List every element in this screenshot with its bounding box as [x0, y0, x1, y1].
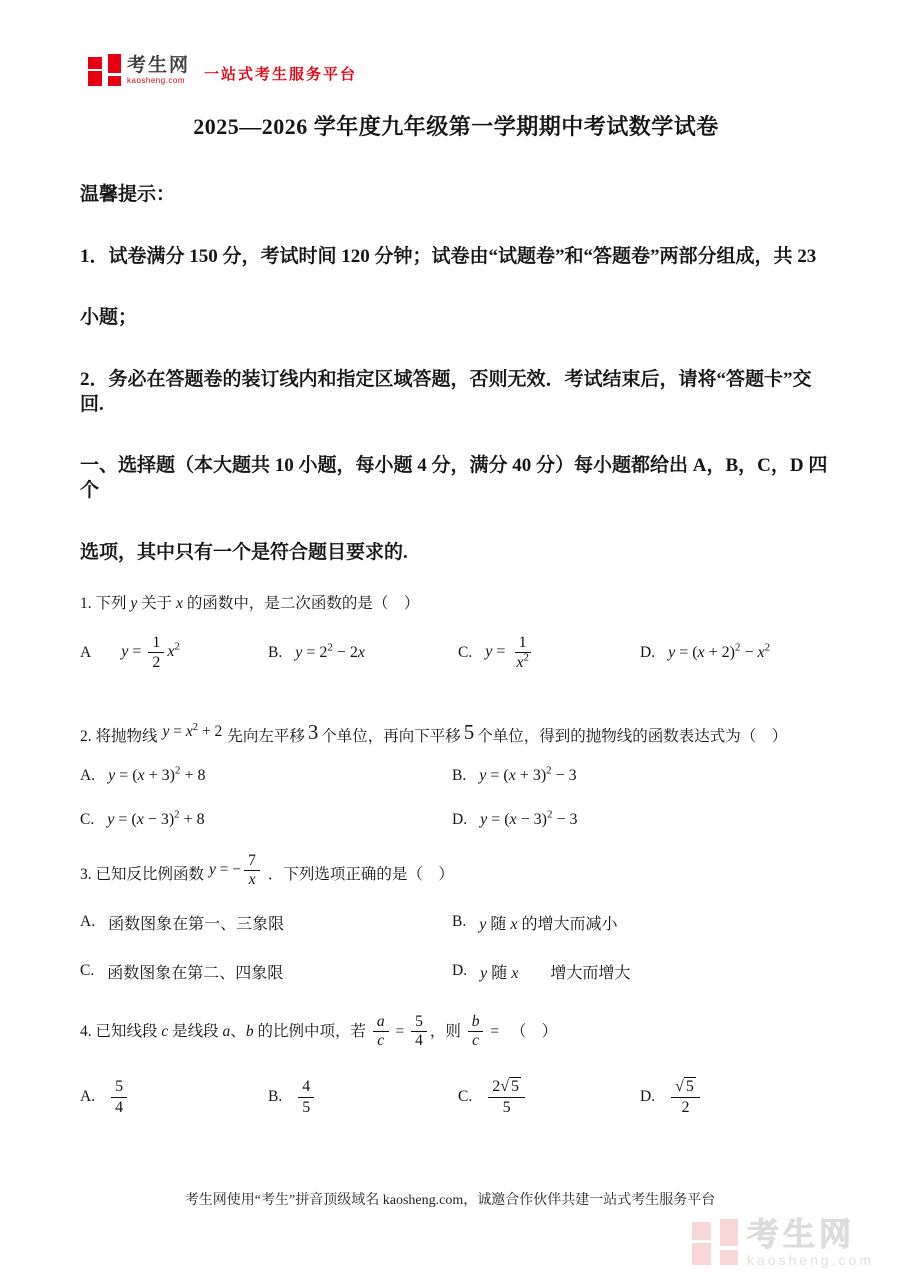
question-4-option-b — [268, 1077, 458, 1116]
kaosheng-watermark — [692, 1218, 874, 1267]
question-1-options — [80, 623, 832, 683]
logo-block — [108, 54, 121, 73]
option-label: C. — [458, 643, 473, 661]
option-formula: y = $\frac{1}{x^2}$ — [485, 634, 529, 672]
question-2-stem: 2. 将抛物线 $y = x^2 + 2$ 先向左平移 3 个单位，再向下平移 5 个单位，得到的抛物线的函数表达式为（ ） — [80, 719, 788, 745]
option-formula: $\frac{5}{4}$ — [108, 1077, 130, 1116]
question-3-option-b — [452, 911, 832, 934]
question-1-option-a — [80, 633, 268, 672]
notice-rule-1-line-1: 1．试卷满分 150 分，考试时间 120 分钟；试卷由“试题卷”和“答题卷”两部分组成，共 23 — [80, 245, 817, 267]
question-1-option-b — [268, 641, 458, 662]
option-label: B. — [452, 913, 467, 931]
question-3-option-d — [452, 960, 832, 983]
question-3-option-c — [80, 960, 452, 983]
question-3 — [80, 851, 832, 983]
question-1-stem: 1. 下列 y 关于 x 的函数中，是二次函数的是（ ） — [80, 594, 420, 612]
question-3-options — [80, 911, 832, 983]
option-label: C. — [80, 810, 95, 828]
logo-domain: kaosheng.com — [127, 76, 186, 85]
watermark-brand: 考生网 — [746, 1216, 855, 1252]
watermark-block — [720, 1219, 738, 1247]
watermark-block — [692, 1243, 711, 1264]
question-1-option-c — [458, 633, 640, 672]
option-formula: $y = 2^2 - 2x$ — [295, 641, 365, 661]
option-label: D. — [452, 810, 468, 828]
option-label: A. — [80, 1088, 96, 1106]
kaosheng-logo-icon — [88, 54, 121, 87]
watermark-text — [747, 1218, 874, 1267]
option-label: D. — [640, 1088, 656, 1106]
section-one-intro-line-1: 一、选择题（本大题共 10 小题，每小题 4 分，满分 40 分）每小题都给出 A，B，C，D 四个 — [80, 455, 828, 502]
option-formula: $y = (x + 3)^2 + 8$ — [108, 764, 206, 784]
footer-text: 考生网使用“考生”拼音顶级域名 kaosheng.com，诚邀合作伙伴共建一站式考生服务平台 — [184, 1193, 716, 1208]
option-formula: $y = (x + 2)^2 - x^2$ — [668, 641, 771, 661]
option-label: C. — [80, 962, 95, 980]
option-formula: $y = (x - 3)^2 - 3$ — [480, 808, 578, 828]
option-label: D. — [452, 962, 468, 980]
option-label: B. — [452, 766, 467, 784]
page-footer — [0, 1189, 900, 1209]
option-text: y 随 x 增大而增大 — [480, 964, 631, 982]
logo-block — [88, 71, 102, 86]
option-formula: √ 5 2 — [668, 1077, 703, 1117]
notice-heading: 温馨提示： — [80, 184, 176, 205]
kaosheng-logo — [88, 54, 832, 87]
option-formula: $y = (x + 3)^2 - 3$ — [479, 764, 577, 784]
option-label: B. — [268, 1088, 283, 1106]
option-text: 函数图象在第一、三象限 — [108, 915, 285, 933]
question-1-option-d — [640, 641, 832, 662]
question-4-options — [80, 1069, 832, 1125]
logo-block — [88, 57, 102, 69]
option-formula: y = $\frac{1}{2}$ $x^2$ — [121, 634, 180, 672]
option-label: A — [80, 643, 92, 661]
option-label: B. — [268, 643, 283, 661]
option-text: 函数图象在第二、四象限 — [107, 964, 284, 982]
watermark-block — [692, 1222, 711, 1239]
question-4-option-a — [80, 1077, 268, 1116]
logo-text — [127, 56, 190, 85]
notice-rule-2: 2．务必在答题卷的装订线内和指定区域答题，否则无效．考试结束后，请将“答题卡”交回. — [80, 369, 812, 415]
questions-section — [80, 592, 832, 1126]
option-label: D. — [640, 643, 656, 661]
question-3-option-a — [80, 911, 452, 934]
question-1 — [80, 592, 832, 683]
site-header — [88, 0, 832, 96]
option-formula: 2 √ 5 5 — [485, 1077, 528, 1117]
option-text: y 随 x 的增大而减小 — [479, 915, 618, 933]
notice-rule-1-line-2: 小题； — [80, 307, 138, 329]
option-label: A. — [80, 766, 96, 784]
question-2-option-a — [80, 764, 452, 785]
option-label: C. — [458, 1088, 473, 1106]
option-formula: $\frac{4}{5}$ — [295, 1077, 317, 1116]
question-3-stem: 3. 已知反比例函数 y = − $\frac{7}{x}$ ．下列选项正确的是（ ） — [80, 851, 454, 889]
question-2-option-c — [80, 808, 452, 829]
watermark-block — [720, 1250, 738, 1264]
question-2-options — [80, 764, 832, 829]
question-2 — [80, 713, 832, 829]
question-4 — [80, 1013, 832, 1125]
logo-block — [108, 76, 121, 86]
exam-title: 2025—2026 学年度九年级第一学期期中考试数学试卷 — [193, 114, 719, 139]
notice-section — [80, 183, 832, 566]
kaosheng-watermark-icon — [692, 1219, 738, 1267]
question-2-option-b — [452, 764, 832, 785]
logo-brand: 考生网 — [127, 55, 191, 76]
option-formula: $y = (x - 3)^2 + 8$ — [107, 808, 205, 828]
section-one-intro-line-2: 选项，其中只有一个是符合题目要求的. — [80, 541, 408, 563]
question-4-option-d — [640, 1077, 832, 1117]
option-label: A. — [80, 913, 96, 931]
logo-tagline: 一站式考生服务平台 — [204, 67, 358, 83]
question-4-option-c — [458, 1077, 640, 1117]
watermark-domain: kaosheng.com — [746, 1252, 874, 1268]
question-4-stem: 4. 已知线段 c 是线段 a、b 的比例中项，若 $\frac{a}{c}$ = $\frac{5}{4}$ ，则 $\frac{b}{c}$ = （ ） — [80, 1012, 558, 1050]
question-2-option-d — [452, 808, 832, 829]
